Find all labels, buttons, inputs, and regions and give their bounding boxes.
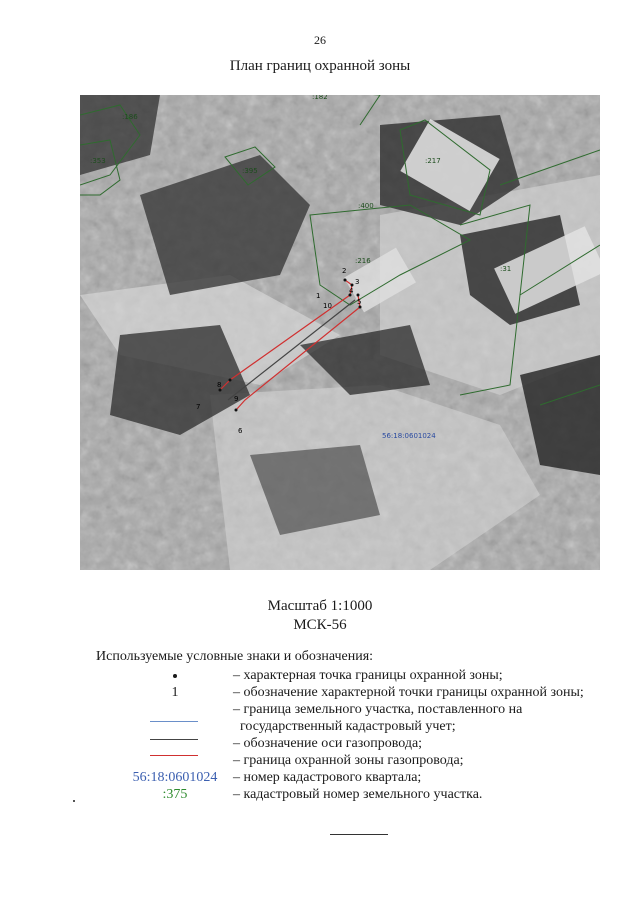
- legend-desc: – обозначение характерной точки границы охранной зоны;: [233, 685, 584, 700]
- aerial-map: [80, 95, 600, 570]
- map-svg: [80, 95, 600, 570]
- point-label: 7: [196, 403, 201, 411]
- legend-desc: – граница охранной зоны газопровода;: [233, 753, 464, 768]
- quarter-label: 56:18:0601024: [382, 432, 436, 440]
- coordinate-system: МСК-56: [293, 617, 347, 633]
- legend-symbol: :375: [162, 787, 188, 802]
- legend-desc: – обозначение оси газопровода;: [233, 736, 423, 751]
- point-label: 6: [238, 427, 243, 435]
- scale-text: Масштаб 1:1000: [267, 598, 373, 614]
- legend-title: Используемые условные знаки и обозначения:: [96, 649, 374, 664]
- signature-line: [330, 834, 388, 835]
- point-label: 2: [342, 267, 347, 275]
- point-label: 4: [349, 287, 354, 295]
- point-label: 3: [355, 278, 360, 286]
- point-label: 9: [234, 395, 239, 403]
- legend-desc: – характерная точка границы охранной зоны;: [233, 668, 503, 683]
- parcel-label: :182: [312, 95, 328, 101]
- red-line-icon: [150, 755, 198, 756]
- legend-desc: – граница земельного участка, поставленного на: [233, 702, 523, 717]
- parcel-label: :400: [358, 202, 374, 210]
- legend-symbol: 56:18:0601024: [132, 770, 218, 785]
- black-line-icon: [150, 739, 198, 740]
- legend-desc: – кадастровый номер земельного участка.: [233, 787, 483, 802]
- point-label: 5: [357, 298, 362, 306]
- blue-line-icon: [150, 721, 198, 722]
- point-label: 10: [323, 302, 332, 310]
- point-label: 8: [217, 381, 222, 389]
- parcel-label: :217: [425, 157, 441, 165]
- page-number: 26: [314, 33, 326, 47]
- page-title: План границ охранной зоны: [229, 58, 411, 74]
- scale-block: [0, 597, 640, 635]
- point-dot-icon: [173, 674, 177, 678]
- parcel-label: :216: [355, 257, 371, 265]
- parcel-label: :186: [122, 113, 138, 121]
- legend-desc: государственный кадастровый учет;: [240, 719, 456, 734]
- parcel-label: :353: [90, 157, 106, 165]
- legend-desc: – номер кадастрового квартала;: [233, 770, 422, 785]
- scan-speck: [73, 800, 75, 802]
- legend-symbol: 1: [171, 685, 179, 700]
- point-label: 1: [316, 292, 321, 300]
- legend-symbol: [110, 667, 240, 684]
- parcel-label: :395: [242, 167, 258, 175]
- parcel-label: :31: [500, 265, 512, 273]
